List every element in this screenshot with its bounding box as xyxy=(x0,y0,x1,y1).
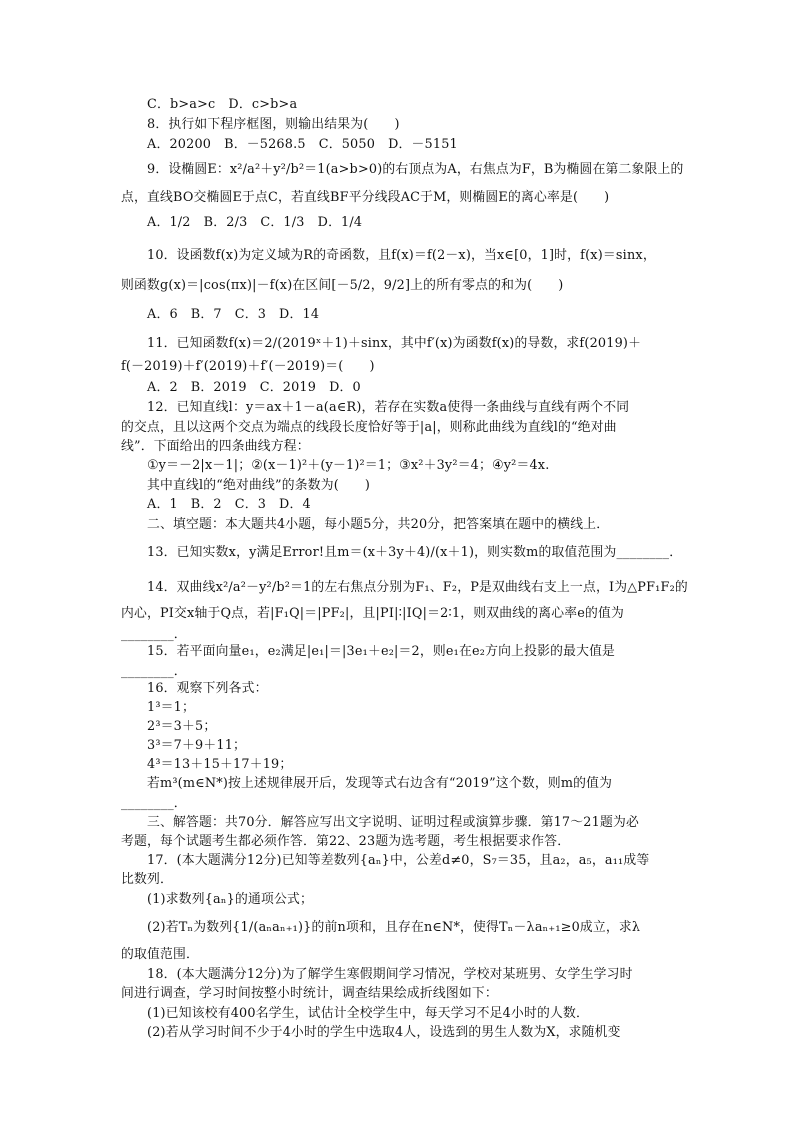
q17-part2-line1: (2)若Tₙ为数列{1/(aₙaₙ₊₁)}的前n项和，且存在n∈N*，使得Tₙ－λaₙ₊₁≥0成立，求λ xyxy=(147,920,641,935)
q16-formula-3: 3³＝7＋9＋11； xyxy=(147,738,247,753)
section-3-heading-line2: 考题，每个试题考生都必须作答．第22、23题为选考题，考生根据要求作答． xyxy=(121,834,571,849)
q18-stem-line1: 18．(本大题满分12分)为了解学生寒假期间学习情况，学校对某班男、女学生学习时 xyxy=(147,967,633,982)
q18-part2: (2)若从学习时间不少于4小时的学生中选取4人，设选到的男生人数为X，求随机变 xyxy=(147,1025,621,1040)
q16-question: 若m³(m∈N*)按上述规律展开后，发现等式右边含有“2019”这个数，则m的值为 xyxy=(147,776,613,791)
q12-options: A．1 B．2 C．3 D．4 xyxy=(147,497,311,512)
q10-stem-line2: 则函数g(x)＝|cos(πx)|－f(x)在区间[－5/2，9/2]上的所有零点的和为( ) xyxy=(121,278,564,293)
q12-question: 其中直线l的“绝对曲线”的条数为( ) xyxy=(147,478,371,493)
q13-stem: 13．已知实数x，y满足Error!且m＝(x＋3y＋4)/(x＋1)，则实数m的取值范围为________． xyxy=(147,545,683,560)
q10-stem-line1: 10．设函数f(x)为定义域为R的奇函数，且f(x)＝f(2－x)，当x∈[0，1]时，f(x)＝sinx， xyxy=(147,248,656,263)
q14-stem-line1: 14．双曲线x²/a²－y²/b²＝1的左右焦点分别为F₁、F₂，P是双曲线右支上一点，I为△PF₁F₂的 xyxy=(147,580,688,595)
q9-options: A．1/2 B．2/3 C．1/3 D．1/4 xyxy=(147,215,363,230)
q8-stem: 8．执行如下程序框图，则输出结果为( ) xyxy=(147,117,400,132)
q16-blank: ________． xyxy=(121,796,187,811)
q16-stem: 16．观察下列各式： xyxy=(147,681,268,696)
q16-formula-1: 1³＝1； xyxy=(147,700,196,715)
q17-stem-line1: 17．(本大题满分12分)已知等差数列{aₙ}中，公差d≠0，S₇＝35，且a₂，a₅，a₁₁成等 xyxy=(147,853,650,868)
q15-stem: 15．若平面向量e₁，e₂满足|e₁|＝|3e₁＋e₂|＝2，则e₁在e₂方向上投影的最大值是 xyxy=(147,644,616,659)
q15-blank: ________． xyxy=(121,664,187,679)
q11-stem-line1: 11．已知函数f(x)＝2/(2019ˣ＋1)＋sinx，其中f′(x)为函数f(x)的导数，求f(2019)＋ xyxy=(147,336,642,351)
q18-stem-line2: 间进行调查，学习时间按整小时统计，调查结果绘成折线图如下： xyxy=(121,986,498,1001)
q14-blank: ________． xyxy=(121,627,187,642)
q8-options: A．20200 B．－5268.5 C．5050 D．－5151 xyxy=(147,137,458,152)
q18-part1: (1)已知该校有400名学生，试估计全校学生中，每天学习不足4小时的人数． xyxy=(147,1006,590,1021)
q17-part1: (1)求数列{aₙ}的通项公式； xyxy=(147,892,313,907)
q12-stem-line2: 的交点，且以这两个交点为端点的线段长度恰好等于|a|，则称此曲线为直线l的“绝对曲 xyxy=(121,420,617,435)
q9-stem-line1: 9．设椭圆E：x²/a²＋y²/b²＝1(a>b>0)的右顶点为A，右焦点为F，B为椭圆在第二象限上的 xyxy=(147,162,684,177)
q12-stem-line3: 线”．下面给出的四条曲线方程： xyxy=(121,439,310,454)
q17-stem-line2: 比数列． xyxy=(121,872,173,887)
q10-options: A．6 B．7 C．3 D．14 xyxy=(147,307,320,322)
section-3-heading-line1: 三、解答题：共70分．解答应写出文字说明、证明过程或演算步骤．第17～21题为必 xyxy=(147,815,639,830)
q14-stem-line2: 内心，PI交x轴于Q点，若|F₁Q|＝|PF₂|，且|PI|∶|IQ|＝2∶1，则双曲线的离心率e的值为 xyxy=(121,606,625,621)
section-2-heading: 二、填空题：本大题共4小题，每小题5分，共20分，把答案填在题中的横线上． xyxy=(147,517,610,532)
q17-part2-line2: 的取值范围． xyxy=(121,947,199,962)
q16-formula-4: 4³＝13＋15＋17＋19； xyxy=(147,757,293,772)
q9-stem-line2: 点，直线BO交椭圆E于点C，若直线BF平分线段AC于M，则椭圆E的离心率是( ) xyxy=(121,190,610,205)
q11-stem-line2: f(－2019)＋f′(2019)＋f′(－2019)＝( ) xyxy=(121,359,375,374)
q12-curves: ①y＝－2|x－1|；②(x－1)²＋(y－1)²＝1；③x²＋3y²＝4；④y²＝4x. xyxy=(147,458,550,473)
q12-stem-line1: 12．已知直线l：y＝ax＋1－a(a∈R)，若存在实数a使得一条曲线与直线有两个不同 xyxy=(147,400,630,415)
q11-options: A．2 B．2019 C．2019 D．0 xyxy=(147,380,361,395)
q7-options-cd: C．b>a>c D．c>b>a xyxy=(147,97,298,112)
q16-formula-2: 2³＝3＋5； xyxy=(147,719,217,734)
